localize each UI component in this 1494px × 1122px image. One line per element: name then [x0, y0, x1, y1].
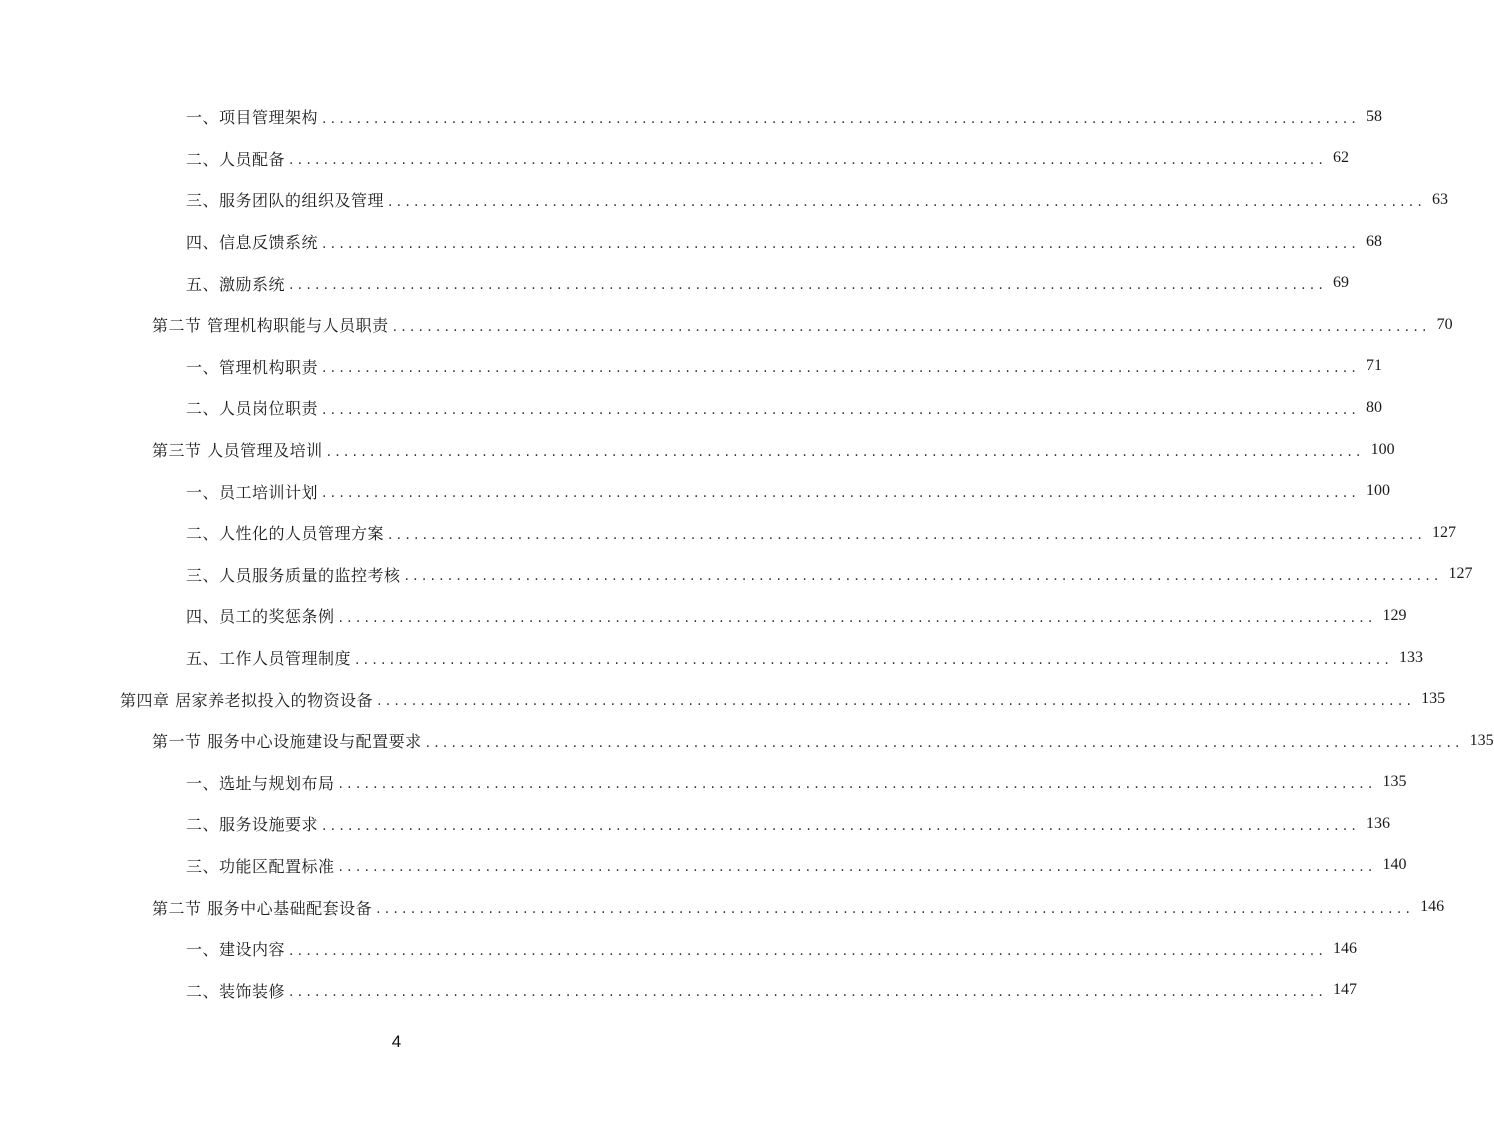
toc-entry[interactable] [0, 262, 1350, 304]
toc-entry[interactable] [0, 387, 1383, 429]
toc-entry[interactable] [0, 762, 1407, 804]
toc-dot-leader: ........................................................................................................................ [355, 651, 1394, 668]
toc-dot-leader: ........................................................................................................................ [376, 901, 1415, 918]
toc-dot-leader: ........................................................................................................................ [404, 568, 1443, 585]
toc-entry[interactable] [0, 720, 1494, 762]
toc-dot-leader: ........................................................................................................................ [338, 609, 1377, 626]
toc-entry-page: 100 [1366, 482, 1391, 500]
toc-dot-leader: ........................................................................................................................ [388, 193, 1427, 210]
toc-entry-title: 第四章 居家养老拟投入的物资设备 [120, 690, 374, 710]
toc-dot-leader: ........................................................................................................................ [289, 152, 1328, 169]
toc-entry-title: 二、人性化的人员管理方案 [186, 524, 385, 544]
toc-entry-title: 二、装饰装修 [186, 981, 286, 1001]
toc-entry-title: 三、服务团队的组织及管理 [186, 191, 385, 211]
toc-entry-page: 58 [1366, 107, 1383, 125]
toc-dot-leader: ........................................................................................................................ [322, 485, 1361, 502]
toc-entry-title: 二、人员岗位职责 [186, 399, 319, 419]
toc-entry-title: 第二节 服务中心基础配套设备 [152, 898, 373, 918]
toc-entry-title: 第三节 人员管理及培训 [152, 441, 323, 461]
toc-entry-title: 一、项目管理架构 [186, 108, 319, 128]
toc-entry-page: 136 [1366, 814, 1391, 832]
toc-dot-leader: ........................................................................................................................ [425, 734, 1464, 751]
toc-entry-page: 80 [1366, 398, 1383, 416]
toc-entry-title: 四、员工的奖惩条例 [186, 607, 335, 627]
toc-entry[interactable] [0, 221, 1383, 263]
toc-dot-leader: ........................................................................................................................ [322, 401, 1361, 418]
toc-entry[interactable] [0, 928, 1358, 970]
toc-entry[interactable] [0, 470, 1391, 512]
toc-entry-title: 第一节 服务中心设施建设与配置要求 [152, 732, 422, 752]
toc-entry-title: 一、建设内容 [186, 940, 286, 960]
toc-entry-title: 三、功能区配置标准 [186, 856, 335, 876]
toc-entry-page: 135 [1469, 731, 1494, 749]
toc-entry-title: 五、工作人员管理制度 [186, 649, 352, 669]
toc-entry[interactable] [0, 886, 1445, 928]
toc-entry-title: 一、员工培训计划 [186, 482, 319, 502]
toc-entry-page: 63 [1432, 190, 1449, 208]
toc-entry-page: 100 [1370, 440, 1395, 458]
toc-entry[interactable] [0, 96, 1383, 138]
toc-entry[interactable] [0, 678, 1446, 720]
toc-dot-leader: ........................................................................................................................ [388, 526, 1427, 543]
toc-entry-title: 五、激励系统 [186, 274, 286, 294]
toc-dot-leader: ........................................................................................................................ [322, 817, 1361, 834]
toc-dot-leader: ........................................................................................................................ [326, 443, 1365, 460]
toc-entry-title: 四、信息反馈系统 [186, 233, 319, 253]
page-number: 4 [391, 1032, 402, 1051]
toc-entry-page: 146 [1333, 939, 1358, 957]
toc-entry-title: 一、选址与规划布局 [186, 773, 335, 793]
toc-entry-page: 71 [1366, 357, 1383, 375]
toc-dot-leader: ........................................................................................................................ [289, 984, 1328, 1001]
toc-entry-page: 135 [1421, 690, 1446, 708]
toc-entry-page: 147 [1333, 981, 1358, 999]
toc-dot-leader: ........................................................................................................................ [322, 235, 1361, 252]
toc-dot-leader: ........................................................................................................................ [322, 360, 1361, 377]
toc-entry-title: 二、服务设施要求 [186, 815, 319, 835]
toc-entry[interactable] [0, 429, 1395, 471]
toc-entry[interactable] [0, 803, 1391, 845]
toc-entry-title: 第二节 管理机构职能与人员职责 [152, 316, 389, 336]
table-of-contents [0, 96, 1494, 1011]
toc-dot-leader: ........................................................................................................................ [338, 776, 1377, 793]
toc-entry-page: 70 [1436, 315, 1453, 333]
toc-entry-page: 135 [1382, 773, 1407, 791]
toc-dot-leader: ........................................................................................................................ [338, 859, 1377, 876]
toc-entry[interactable] [0, 304, 1453, 346]
toc-entry-page: 68 [1366, 232, 1383, 250]
toc-entry-title: 一、管理机构职责 [186, 357, 319, 377]
toc-entry[interactable] [0, 554, 1473, 596]
toc-dot-leader: ........................................................................................................................ [289, 277, 1328, 294]
toc-entry-page: 129 [1382, 606, 1407, 624]
toc-entry-page: 140 [1382, 856, 1407, 874]
toc-entry-page: 127 [1432, 523, 1457, 541]
toc-entry[interactable] [0, 346, 1383, 388]
toc-entry[interactable] [0, 179, 1449, 221]
toc-entry-title: 三、人员服务质量的监控考核 [186, 565, 401, 585]
toc-entry-page: 133 [1399, 648, 1424, 666]
toc-entry-page: 127 [1448, 565, 1473, 583]
toc-dot-leader: ........................................................................................................................ [322, 110, 1361, 127]
toc-entry-page: 69 [1333, 274, 1350, 292]
toc-dot-leader: ........................................................................................................................ [289, 942, 1328, 959]
toc-entry[interactable] [0, 512, 1457, 554]
toc-entry-page: 146 [1420, 898, 1445, 916]
toc-entry[interactable] [0, 138, 1350, 180]
toc-entry[interactable] [0, 637, 1424, 679]
toc-entry-page: 62 [1333, 149, 1350, 167]
toc-entry[interactable] [0, 845, 1407, 887]
toc-entry[interactable] [0, 595, 1407, 637]
toc-dot-leader: ........................................................................................................................ [392, 318, 1431, 335]
toc-entry-title: 二、人员配备 [186, 149, 286, 169]
toc-dot-leader: ........................................................................................................................ [377, 693, 1416, 710]
toc-entry[interactable] [0, 969, 1358, 1011]
